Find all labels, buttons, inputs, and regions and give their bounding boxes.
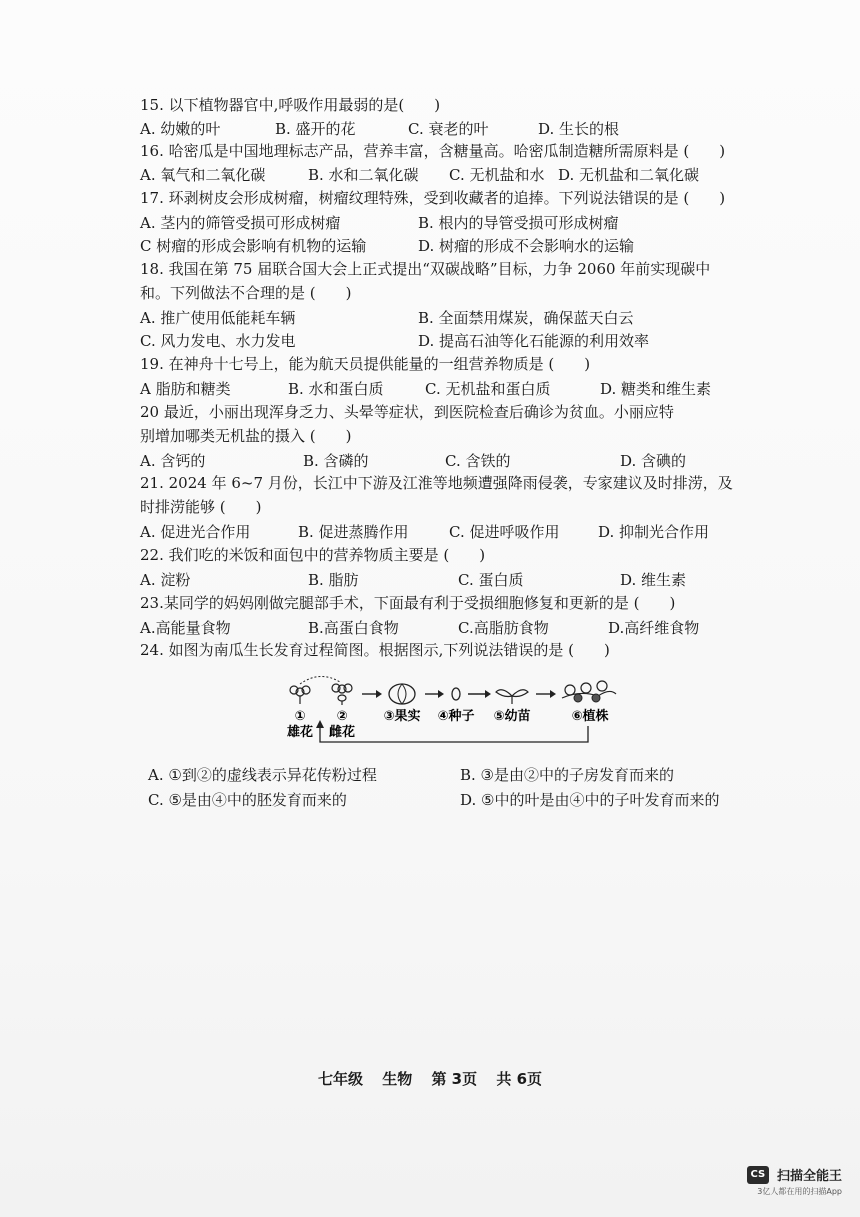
q15-option-b: B. 盛开的花 [275,120,356,138]
q22-option-d: D. 维生素 [620,571,687,589]
q24-option-b: B. ③是由②中的子房发育而来的 [460,766,675,784]
label-1: ① [294,709,306,724]
q19-stem: 19. 在神舟十七号上，能为航天员提供能量的一组营养物质是 ( ) [140,355,591,373]
q17-option-a: A. 茎内的筛管受损可形成树瘤 [140,214,341,232]
q21-stem-line1: 21. 2024 年 6~7 月份，长江中下游及江淮等地频遭强降雨侵袭，专家建议及时排涝，及 [140,474,733,492]
q18-options-row1 [140,307,740,327]
q21-option-d: D. 抑制光合作用 [598,523,710,541]
q22-stem: 22. 我们吃的米饭和面包中的营养物质主要是 ( ) [140,546,486,564]
q15-options [140,118,740,138]
seed-icon [452,688,460,700]
q18-option-b: B. 全面禁用煤炭，确保蓝天白云 [418,309,634,327]
q15-option-d: D. 生长的根 [538,120,620,138]
q22-option-c: C. 蛋白质 [458,571,524,589]
arrow-right-icon [362,690,382,698]
q24-options-row1 [140,764,740,784]
q22-option-a: A. 淀粉 [140,571,191,589]
page-footer [0,1068,860,1089]
q18-option-a: A. 推广使用低能耗车辆 [140,309,296,327]
q20-option-c: C. 含铁的 [445,452,511,470]
q21-options [140,521,740,541]
q16-options [140,164,740,184]
scanner-watermark [747,1164,842,1197]
arrow-right-icon [536,690,556,698]
q19-option-d: D. 糖类和维生素 [600,380,712,398]
q21-option-b: B. 促进蒸腾作用 [298,523,409,541]
label-5-seedling: ⑤幼苗 [493,709,531,724]
q17-option-b: B. 根内的导管受损可形成树瘤 [418,214,619,232]
label-4-seed: ④种子 [437,709,475,724]
q24-option-d: D. ⑤中的叶是由④中的子叶发育而来的 [460,791,720,809]
male-flower-icon [290,686,310,704]
q23-option-d: D.高纤维食物 [608,619,700,637]
q17-options-row1 [140,212,740,232]
q17-stem: 17. 环剥树皮会形成树瘤，树瘤纹理特殊，受到收藏者的追捧。下列说法错误的是 ( ) [140,189,726,207]
q21-option-c: C. 促进呼吸作用 [449,523,560,541]
q16-stem: 16. 哈密瓜是中国地理标志产品，营养丰富，含糖量高。哈密瓜制造糖所需原料是 ( ) [140,142,726,160]
mature-plant-icon [562,681,616,702]
q17-options-row2 [140,235,740,255]
footer-total: 共 6页 [496,1070,543,1088]
q18-options-row2 [140,330,740,350]
label-male-flower: 雄花 [286,725,314,740]
q23-option-b: B.高蛋白食物 [308,619,399,637]
q19-option-c: C. 无机盐和蛋白质 [425,380,551,398]
q23-options [140,617,740,637]
pumpkin-fruit-icon [389,684,415,704]
q20-stem-line1: 20 最近，小丽出现浑身乏力、头晕等症状，到医院检查后确诊为贫血。小丽应特 [140,403,674,421]
q21-option-a: A. 促进光合作用 [140,523,251,541]
q15-stem: 15. 以下植物器官中,呼吸作用最弱的是( ) [140,96,441,114]
label-2: ② [336,709,348,724]
female-flower-icon [332,684,352,705]
q23-stem: 23.某同学的妈妈刚做完腿部手术，下面最有利于受损细胞修复和更新的是 ( ) [140,594,676,612]
q23-option-c: C.高脂肪食物 [458,619,549,637]
q18-stem-line2: 和。下列做法不合理的是 ( ) [140,284,352,302]
q15-option-a: A. 幼嫩的叶 [140,120,221,138]
q21-stem-line2: 时排涝能够 ( ) [140,498,262,516]
q22-option-b: B. 脂肪 [308,571,359,589]
scanner-logo-icon: CS [747,1166,769,1184]
q24-option-a: A. ①到②的虚线表示异花传粉过程 [148,766,377,784]
q20-options [140,450,740,470]
scanner-tagline: 3亿人都在用的扫描App [757,1187,842,1196]
scanner-name: 扫描全能王 [776,1169,842,1184]
label-female-flower: 雌花 [328,725,356,740]
q16-option-a: A. 氧气和二氧化碳 [140,166,266,184]
q15-option-c: C. 衰老的叶 [408,120,489,138]
q20-option-b: B. 含磷的 [303,452,369,470]
q20-stem-line2: 别增加哪类无机盐的摄入 ( ) [140,427,352,445]
footer-page: 第 3页 [431,1070,478,1088]
arrow-right-icon [468,690,491,698]
q16-option-c: C. 无机盐和水 [449,166,545,184]
label-6-plant: ⑥植株 [571,709,609,724]
footer-grade: 七年级 [317,1070,363,1088]
q18-option-d: D. 提高石油等化石能源的利用效率 [418,332,650,350]
q17-option-c: C 树瘤的形成会影响有机物的运输 [140,237,367,255]
seedling-icon [496,690,528,704]
q20-option-a: A. 含钙的 [140,452,206,470]
q19-option-a: A 脂肪和糖类 [140,380,231,398]
q24-options-row2 [140,789,740,809]
q20-option-d: D. 含碘的 [620,452,687,470]
q18-option-c: C. 风力发电、水力发电 [140,332,296,350]
q24-stem: 24. 如图为南瓜生长发育过程简图。根据图示,下列说法错误的是 ( ) [140,641,610,659]
pollination-dashed-arc [300,676,340,684]
q22-options [140,569,740,589]
q16-option-d: D. 无机盐和二氧化碳 [558,166,700,184]
q18-stem-line1: 18. 我国在第 75 届联合国大会上正式提出“双碳战略”目标，力争 2060 年前实现碳中 [140,260,711,278]
arrow-right-icon [425,690,444,698]
pumpkin-lifecycle-diagram [280,672,620,752]
q17-option-d: D. 树瘤的形成不会影响水的运输 [418,237,635,255]
footer-subject: 生物 [382,1070,413,1088]
q24-option-c: C. ⑤是由④中的胚发育而来的 [148,791,347,809]
label-3-fruit: ③果实 [383,709,421,724]
q19-option-b: B. 水和蛋白质 [288,380,384,398]
q19-options [140,378,740,398]
q16-option-b: B. 水和二氧化碳 [308,166,419,184]
q23-option-a: A.高能量食物 [140,619,231,637]
